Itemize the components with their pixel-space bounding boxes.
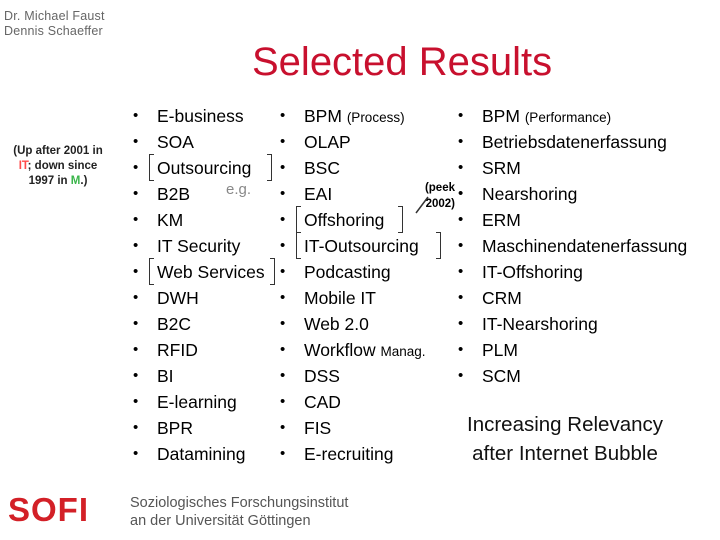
bullet-icon: • xyxy=(458,341,464,358)
bullet-icon: • xyxy=(458,211,464,228)
list-item xyxy=(280,363,426,389)
bullet-icon: • xyxy=(280,185,286,202)
authors xyxy=(4,9,105,39)
side-note-line-3-pre: 1997 in xyxy=(28,175,71,187)
bullet-icon: • xyxy=(280,263,286,280)
list-item-label: DWH xyxy=(157,288,199,308)
bullet-icon: • xyxy=(280,445,286,462)
list-item xyxy=(280,129,426,155)
author-1: Dr. Michael Faust xyxy=(4,9,105,23)
callout-line-1: Increasing Relevancy xyxy=(467,413,663,436)
list-item xyxy=(280,337,426,363)
side-note xyxy=(4,144,112,189)
list-item-label: SCM xyxy=(482,366,521,386)
list-item xyxy=(458,311,687,337)
slide-title: Selected Results xyxy=(252,40,553,84)
list-item xyxy=(280,311,426,337)
list-item-label: BPM xyxy=(304,106,342,126)
list-item-label: BPM xyxy=(482,106,520,126)
list-item xyxy=(133,155,265,181)
list-item xyxy=(458,181,687,207)
bracket-left xyxy=(296,232,301,259)
side-note-line-2 xyxy=(4,159,112,174)
side-note-it: IT xyxy=(18,160,28,172)
institute-line-2: an der Universität Göttingen xyxy=(130,513,311,529)
list-item-suffix: (Performance) xyxy=(524,110,612,125)
list-item-label: Maschinendatenerfassung xyxy=(482,236,688,256)
institute-name xyxy=(130,494,348,530)
bullet-icon: • xyxy=(133,315,139,332)
list-item xyxy=(133,129,265,155)
list-item xyxy=(280,285,426,311)
list-item xyxy=(133,415,265,441)
list-item xyxy=(133,311,265,337)
list-item-label: Outsourcing xyxy=(157,158,252,178)
bullet-icon: • xyxy=(133,159,139,176)
list-item-label: OLAP xyxy=(304,132,351,152)
list-item xyxy=(458,233,688,259)
sofi-logo: SOFI xyxy=(8,491,90,528)
list-item-label: Betriebsdatenerfassung xyxy=(482,132,667,152)
side-note-line-3-post: .) xyxy=(80,175,88,187)
bullet-icon: • xyxy=(133,107,139,124)
list-item xyxy=(133,285,265,311)
bullet-icon: • xyxy=(280,159,286,176)
list-item-label: E-learning xyxy=(157,392,237,412)
bullet-icon: • xyxy=(133,289,139,306)
bullet-icon: • xyxy=(280,315,286,332)
bracket-right xyxy=(398,206,403,233)
bullet-icon: • xyxy=(280,133,286,150)
list-item-label: E-recruiting xyxy=(304,444,394,464)
bullet-icon: • xyxy=(133,393,139,410)
list-item-suffix: Manag. xyxy=(380,344,426,359)
list-item xyxy=(458,285,687,311)
callout-line-2: after Internet Bubble xyxy=(472,442,658,465)
list-item-label: IT-Offshoring xyxy=(482,262,583,282)
list-item-label: IT-Nearshoring xyxy=(482,314,598,334)
bullet-icon: • xyxy=(280,107,286,124)
bracket-left xyxy=(149,258,154,285)
list-item xyxy=(280,233,426,259)
list-item xyxy=(280,389,426,415)
bullet-icon: • xyxy=(280,419,286,436)
list-item-suffix: (Process) xyxy=(346,110,405,125)
bullet-icon: • xyxy=(280,211,286,228)
side-note-line-1: (Up after 2001 in xyxy=(13,145,103,157)
list-item xyxy=(133,389,265,415)
list-item-label: CRM xyxy=(482,288,522,308)
list-item-label: Nearshoring xyxy=(482,184,578,204)
list-item xyxy=(458,129,687,155)
list-item-label: B2B xyxy=(157,184,191,204)
bullet-icon: • xyxy=(133,263,139,280)
side-note-m: M xyxy=(70,175,81,187)
list-item xyxy=(133,337,265,363)
peek-annotation xyxy=(405,180,455,212)
bullet-icon: • xyxy=(133,237,139,254)
list-item xyxy=(133,259,265,285)
list-item-label: Mobile IT xyxy=(304,288,376,308)
list-item xyxy=(280,415,426,441)
bullet-icon: • xyxy=(280,393,286,410)
bullet-icon: • xyxy=(280,289,286,306)
bracket-right xyxy=(436,232,441,259)
list-item-label: FIS xyxy=(304,418,332,438)
list-item-label: EAI xyxy=(304,184,333,204)
list-item xyxy=(133,207,265,233)
bullet-icon: • xyxy=(458,367,464,384)
bracket-left xyxy=(149,154,154,181)
list-item-label: Offshoring xyxy=(304,210,385,230)
bullet-icon: • xyxy=(458,263,464,280)
list-item xyxy=(458,207,687,233)
list-item xyxy=(280,259,426,285)
list-item-label: Podcasting xyxy=(304,262,391,282)
list-item-label: BSC xyxy=(304,158,340,178)
list-item xyxy=(133,363,265,389)
bullet-icon: • xyxy=(458,185,464,202)
side-note-line-3 xyxy=(4,174,112,189)
bullet-icon: • xyxy=(280,341,286,358)
list-item-label: SRM xyxy=(482,158,521,178)
list-item xyxy=(280,103,426,129)
list-item-label: Datamining xyxy=(157,444,246,464)
bullet-icon: • xyxy=(280,367,286,384)
list-item xyxy=(133,441,265,467)
callout-text xyxy=(440,410,690,468)
list-item-label: Workflow xyxy=(304,340,376,360)
side-note-line-2-rest: ; down since xyxy=(27,160,98,172)
list-item-label: Web 2.0 xyxy=(304,314,369,334)
list-item-label: KM xyxy=(157,210,184,230)
bullet-icon: • xyxy=(458,289,464,306)
bullet-icon: • xyxy=(458,133,464,150)
list-item xyxy=(280,441,426,467)
list-item xyxy=(458,103,687,129)
list-item-label: DSS xyxy=(304,366,340,386)
list-item xyxy=(133,103,265,129)
list-item xyxy=(458,337,687,363)
list-item-label: CAD xyxy=(304,392,341,412)
list-item xyxy=(280,155,426,181)
bullet-icon: • xyxy=(133,133,139,150)
list-item-label: RFID xyxy=(157,340,198,360)
list-item-label: BPR xyxy=(157,418,193,438)
eg-annotation: e.g. xyxy=(226,181,252,198)
list-item-label: SOA xyxy=(157,132,194,152)
bullet-icon: • xyxy=(133,341,139,358)
list-item xyxy=(133,233,265,259)
bullet-icon: • xyxy=(133,445,139,462)
list-item-label: B2C xyxy=(157,314,192,334)
bullet-icon: • xyxy=(133,367,139,384)
list-item xyxy=(458,363,687,389)
bracket-left xyxy=(296,206,301,233)
list-item-label: Web Services xyxy=(157,262,265,282)
peek-line-2: 2002) xyxy=(425,198,455,210)
list-item xyxy=(458,259,687,285)
bracket-right xyxy=(267,154,272,181)
list-item-label: IT-Outsourcing xyxy=(304,236,419,256)
list-column-2 xyxy=(280,103,426,467)
list-item-label: IT Security xyxy=(157,236,241,256)
bracket-right xyxy=(270,258,275,285)
institute-line-1: Soziologisches Forschungsinstitut xyxy=(130,495,349,511)
list-item xyxy=(458,155,687,181)
bullet-icon: • xyxy=(458,237,464,254)
bullet-icon: • xyxy=(133,419,139,436)
bullet-icon: • xyxy=(458,315,464,332)
list-item-label: BI xyxy=(157,366,174,386)
bullet-icon: • xyxy=(280,237,286,254)
peek-arrow-icon xyxy=(415,196,429,214)
bullet-icon: • xyxy=(133,185,139,202)
list-item-label: E-business xyxy=(157,106,244,126)
list-item-label: ERM xyxy=(482,210,521,230)
list-column-3 xyxy=(458,103,688,389)
bullet-icon: • xyxy=(133,211,139,228)
list-item-label: PLM xyxy=(482,340,518,360)
bullet-icon: • xyxy=(458,107,464,124)
bullet-icon: • xyxy=(458,159,464,176)
author-2: Dennis Schaeffer xyxy=(4,24,103,38)
list-column-1 xyxy=(133,103,265,467)
peek-line-1: (peek xyxy=(424,182,455,194)
